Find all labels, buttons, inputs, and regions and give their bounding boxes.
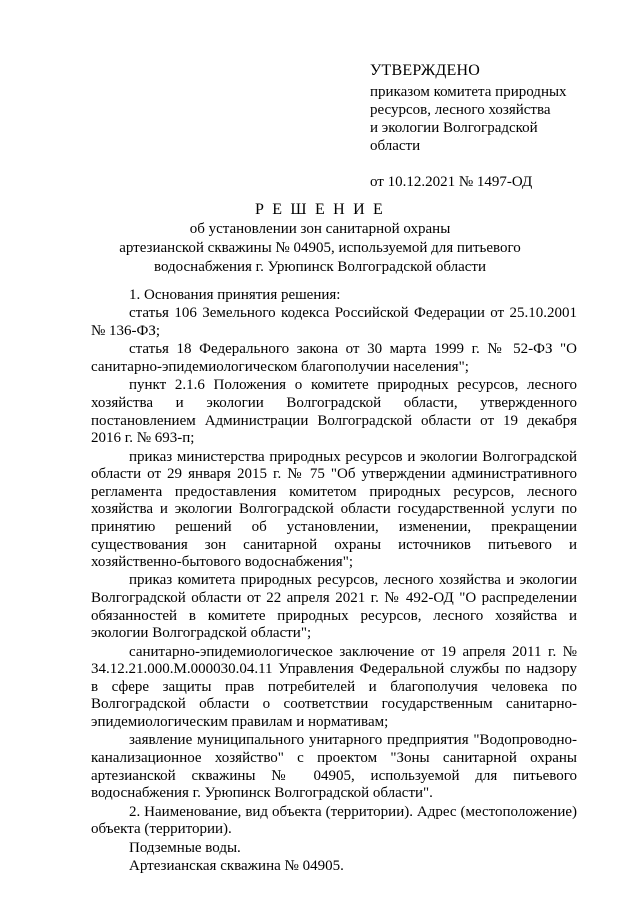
section-heading: 2. Наименование, вид объекта (территории). Адрес (местоположение) объекта (территории).	[91, 803, 577, 838]
document-body	[91, 287, 577, 876]
body-paragraph: заявление муниципального унитарного предприятия "Водопроводно-канализационное хозяйство" с проектом "Зоны санитарной охраны артезианской скважины № 04905, используемой для питьевого водоснабжения г. Урюпинск Волгоградской области".	[91, 732, 577, 802]
approval-line: области	[370, 138, 421, 154]
approval-line: и экологии Волгоградской	[370, 120, 538, 136]
body-paragraph: Артезианская скважина № 04905.	[129, 857, 344, 874]
body-paragraph: Подземные воды.	[129, 839, 241, 856]
body-paragraph: санитарно-эпидемиологическое заключение от 19 апреля 2011 г. № 34.12.21.000.М.000030.04.11 Управления Федеральной службы по надзору в сфере защиты прав потребителей и благополучия человека по Волгоградской области о соответствии государственным санитарно-эпидемиологическим правилам и нормативам;	[91, 643, 577, 731]
decision-subtitle-line: водоснабжения г. Урюпинск Волгоградской области	[153, 259, 487, 275]
approval-line: ресурсов, лесного хозяйства	[370, 102, 551, 118]
body-paragraph: пункт 2.1.6 Положения о комитете природных ресурсов, лесного хозяйства и экологии Волгоградской области, утвержденного постановлением Администрации Волгоградской области от 19 декабря 2016 г. № 693-п;	[91, 377, 577, 447]
approval-heading: УТВЕРЖДЕНО	[370, 62, 481, 79]
decision-subtitle-line: об установлении зон санитарной охраны	[189, 221, 451, 237]
decision-header	[0, 200, 640, 277]
approval-date: от 10.12.2021 № 1497-ОД	[370, 174, 533, 190]
body-paragraph: приказ министерства природных ресурсов и экологии Волгоградской области от 29 января 2015 г. № 75 "Об утверждении административного регламента предоставления комитетом природных ресурсов, лесного хозяйства и экологии Волгоградской области государственной услуги по принятию решений об установлении, изменении, прекращении существования зон санитарной охраны источников питьевого и хозяйственно-бытового водоснабжения";	[91, 448, 577, 571]
body-paragraph: статья 18 Федерального закона от 30 марта 1999 г. № 52-ФЗ "О санитарно-эпидемиологическом благополучии населения";	[91, 341, 577, 375]
section-heading: 1. Основания принятия решения:	[129, 287, 341, 303]
approval-stamp	[370, 62, 610, 191]
body-paragraph: статья 106 Земельного кодекса Российской Федерации от 25.10.2001 № 136-ФЗ;	[91, 305, 577, 339]
decision-title: Р Е Ш Е Н И Е	[254, 201, 386, 218]
approval-line: приказом комитета природных	[370, 84, 567, 100]
decision-subtitle-line: артезианской скважины № 04905, используемой для питьевого	[119, 240, 521, 256]
body-paragraph: приказ комитета природных ресурсов, лесного хозяйства и экологии Волгоградской области от 22 апреля 2021 г. № 492-ОД "О распределении обязанностей в комитете природных ресурсов, лесного хозяйства и экологии Волгоградской области";	[91, 572, 577, 642]
